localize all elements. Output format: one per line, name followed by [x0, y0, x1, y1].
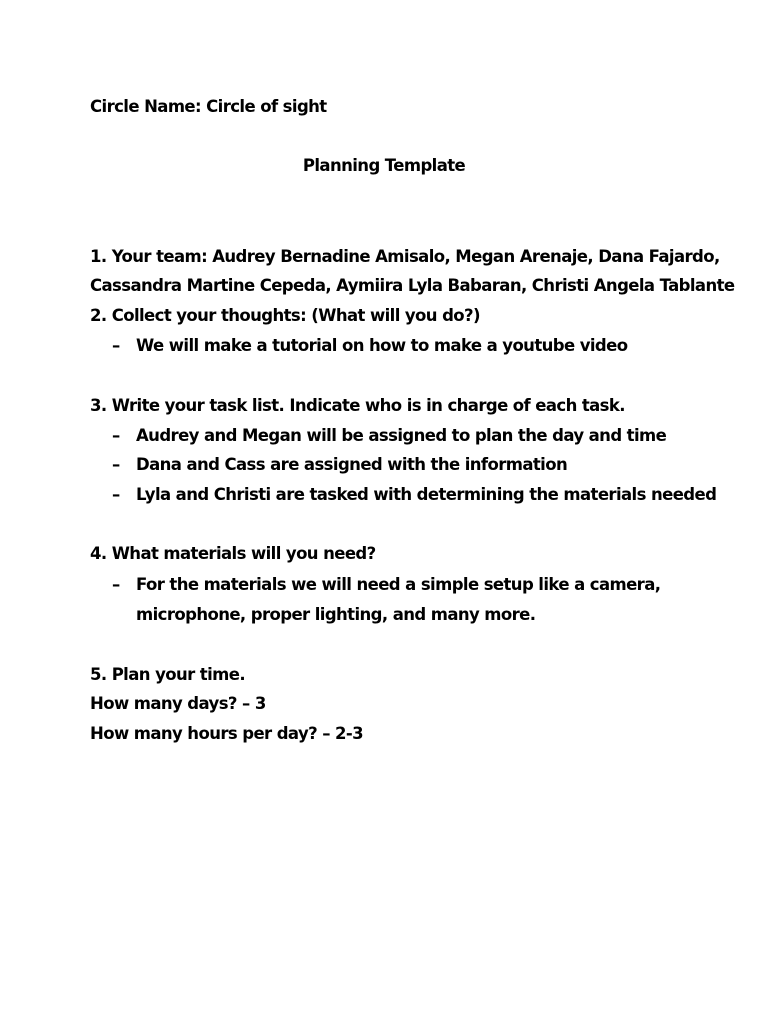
question-4: 4. What materials will you need?: [90, 544, 376, 563]
task-item: Dana and Cass are assigned with the information: [136, 455, 568, 474]
document-title: Planning Template: [302, 156, 466, 175]
hours-answer: How many hours per day? – 2-3: [90, 724, 364, 743]
question-2-answer: We will make a tutorial on how to make a youtube video: [136, 336, 628, 355]
question-3: 3. Write your task list. Indicate who is in charge of each task.: [90, 396, 625, 415]
bullet-dash: –: [112, 336, 121, 355]
bullet-dash: –: [112, 426, 121, 445]
bullet-dash: –: [112, 485, 121, 504]
team-line-1: 1. Your team: Audrey Bernadine Amisalo, Megan Arenaje, Dana Fajardo,: [90, 247, 720, 266]
task-item: Lyla and Christi are tasked with determining the materials needed: [136, 485, 717, 504]
days-answer: How many days? – 3: [90, 694, 266, 713]
bullet-dash: –: [112, 575, 121, 594]
team-line-2: Cassandra Martine Cepeda, Aymiira Lyla Babaran, Christi Angela Tablante: [90, 276, 735, 295]
question-5: 5. Plan your time.: [90, 665, 245, 684]
question-2: 2. Collect your thoughts: (What will you do?): [90, 306, 480, 325]
question-4-answer-line-1: For the materials we will need a simple setup like a camera,: [136, 575, 661, 594]
question-4-answer-line-2: microphone, proper lighting, and many more.: [136, 605, 536, 624]
circle-name: Circle Name: Circle of sight: [90, 97, 327, 116]
bullet-dash: –: [112, 455, 121, 474]
task-item: Audrey and Megan will be assigned to plan the day and time: [136, 426, 667, 445]
